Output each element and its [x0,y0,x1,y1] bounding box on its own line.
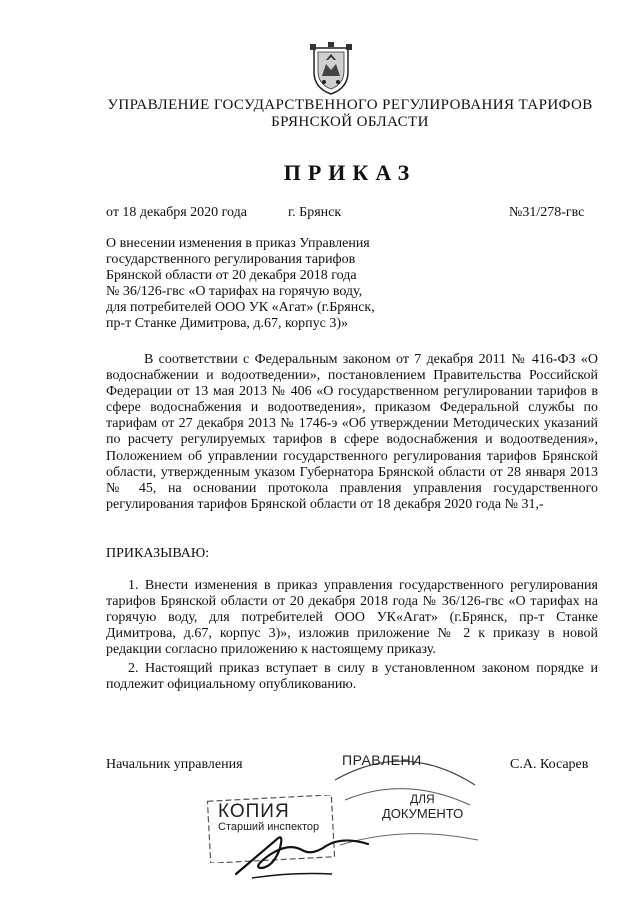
subject-line: Брянской области от 20 декабря 2018 года [106,268,357,283]
order-item-2: 2. Настоящий приказ вступает в силу в установленном законом порядке и подлежит официальному опубликованию. [106,661,598,693]
order-item-1: 1. Внести изменения в приказ управления государственного регулирования тарифов Брянской области от 20 декабря 2018 года № 36/126-гвс «О тарифах на горячую воду, для потребителей ООО УК«Агат» (г.Брянск, пр-т Станке Димитрова, д.67, корпус 3)», изложив приложение № 2 к приказу в новой редакции согласно приложению к настоящему приказу. [106,578,598,658]
subject-line: № 36/126-гвс «О тарифах на горячую воду, [106,284,363,299]
subject-line: государственного регулирования тарифов [106,252,356,267]
signatory-position: Начальник управления [106,757,243,772]
copy-stamp-word: КОПИЯ [218,801,290,822]
stamp-text-middle: ДЛЯ [410,792,435,806]
bryansk-coat-of-arms-icon [308,42,354,96]
stamp-text-top: ПРАВЛЕНИ [342,752,422,768]
document-number: №31/278-гвс [509,205,585,220]
signatory-name: С.А. Косарев [510,757,589,772]
order-heading: ПРИКАЗЫВАЮ: [106,546,210,561]
subject-line: для потребителей ООО УК «Агат» (г.Брянск, [106,300,375,315]
organization-name-line1: УПРАВЛЕНИЕ ГОСУДАРСТВЕННОГО РЕГУЛИРОВАНИЯ ТАРИФОВ [107,97,593,113]
handwritten-signature [232,822,372,882]
stamp-text-bottom: ДОКУМЕНТО [382,806,464,821]
document-title: ПРИКАЗ [283,160,417,185]
organization-name-line2: БРЯНСКОЙ ОБЛАСТИ [271,114,429,130]
copy-stamp-role: Старший инспектор [218,821,320,833]
subject-line: О внесении изменения в приказ Управления [106,236,370,251]
subject-line: пр-т Станке Димитрова, д.67, корпус 3)» [106,316,348,331]
legal-basis-paragraph: В соответствии с Федеральным законом от 7 декабря 2011 № 416-ФЗ «О водоснабжении и водоотведении», постановлением Правительства Российской Федерации от 13 мая 2013 № 406 «О государственном регулировании тарифов в сфере водоснабжения и водоотведения», приказом Федеральной службы по тарифам от 27 декабря 2013 № 1746-э «Об утверждении Методических указаний по расчету регулируемых тарифов в сфере водоснабжения и водоотведения», Положением об управлении государственного регулирования тарифов Брянской области, утвержденным указом Губернатора Брянской области от 28 января 2013 № 45, на основании протокола правления управления государственного регулирования тарифов Брянской области от 18 декабря 2020 года № 31,- [106,352,598,512]
document-city: г. Брянск [288,205,342,220]
document-subject [106,236,406,332]
document-date: от 18 декабря 2020 года [106,205,247,220]
